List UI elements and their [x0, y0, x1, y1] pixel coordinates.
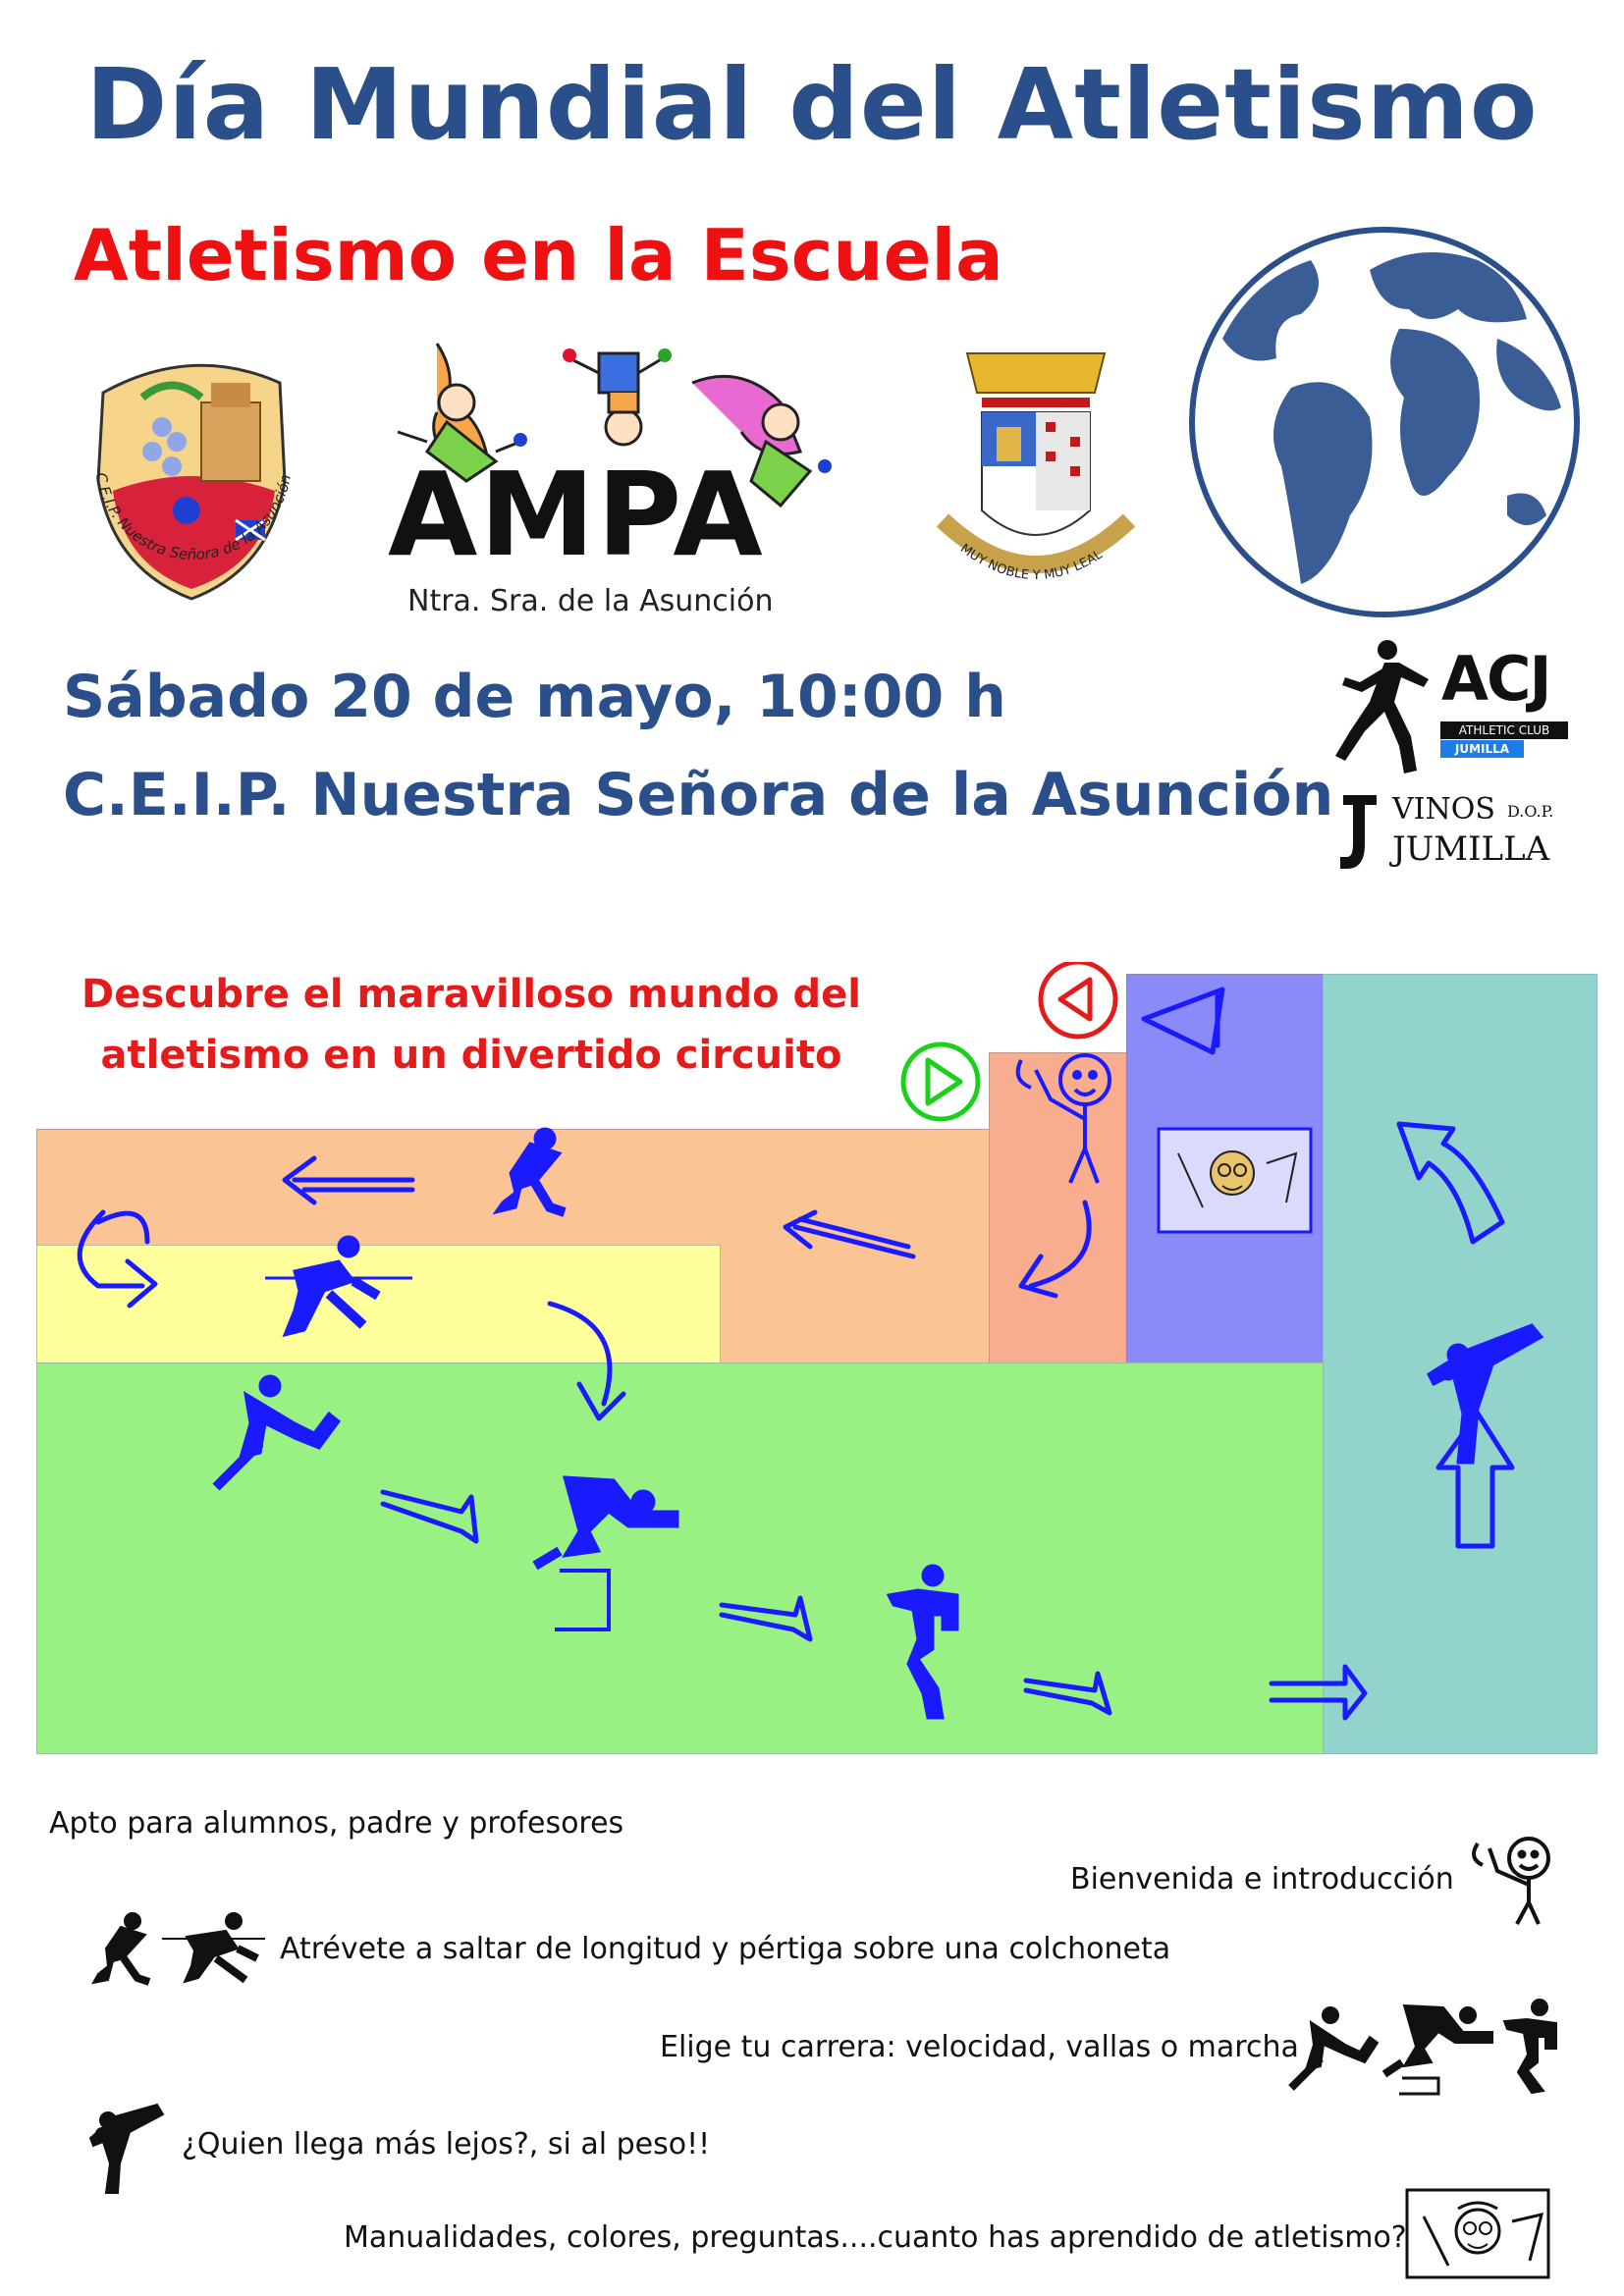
- arrow-icon: [1021, 1202, 1089, 1296]
- ampa-logo: [388, 334, 859, 628]
- vinos-title: VINOS: [1392, 792, 1495, 827]
- arrow-icon: [1399, 1124, 1502, 1242]
- teacher-icon: [1468, 1834, 1556, 1927]
- vinos-place: JUMILLA: [1392, 829, 1550, 869]
- sprint-icon: [216, 1376, 339, 1487]
- arrow-icon: [383, 1492, 476, 1541]
- shot-put-icon: [1429, 1325, 1542, 1463]
- teacher-icon: [1018, 1055, 1110, 1183]
- info-jumps: Atrévete a saltar de longitud y pértiga sobre una colchoneta: [280, 1932, 1171, 1966]
- jump-icons: [88, 1909, 265, 1988]
- ampa-title: AMPA: [388, 447, 765, 582]
- acj-line2: JUMILLA: [1440, 740, 1524, 758]
- hurdles-icon: [535, 1477, 677, 1629]
- arrow-icon: [1144, 989, 1222, 1052]
- ampa-subtitle: Ntra. Sra. de la Asunción: [407, 584, 774, 618]
- page-subtitle: Atletismo en la Escuela: [74, 214, 1003, 296]
- info-races: Elige tu carrera: velocidad, vallas o marcha: [660, 2030, 1299, 2064]
- arrow-icon: [1026, 1674, 1110, 1713]
- arrow-icon: [80, 1212, 155, 1306]
- info-crafts: Manualidades, colores, preguntas....cuanto has aprendido de atletismo?: [344, 2220, 1407, 2255]
- tagline-line2: atletismo en un divertido circuito: [100, 1033, 842, 1078]
- back-icon: [1041, 962, 1115, 1037]
- event-place: C.E.I.P. Nuestra Señora de la Asunción: [63, 761, 1334, 829]
- crafts-icon: [1404, 2187, 1551, 2280]
- long-jump-icon: [93, 1913, 149, 1983]
- race-walk-icon: [889, 1566, 957, 1718]
- hurdles-icon: [1384, 2005, 1492, 2094]
- school-seal-logo: [74, 353, 314, 618]
- town-shield-motto: MUY NOBLE Y MUY LEAL: [957, 541, 1106, 584]
- vinos-mark-icon: [1335, 790, 1384, 874]
- shot-put-icon: [88, 2103, 167, 2196]
- info-throw: ¿Quien llega más lejos?, si al peso!!: [182, 2127, 711, 2162]
- play-icon: [903, 1044, 978, 1119]
- long-jump-icon: [496, 1129, 565, 1212]
- arrow-icon: [722, 1598, 810, 1639]
- arrow-icon: [285, 1158, 412, 1202]
- acj-title: ACJ: [1441, 643, 1550, 715]
- arrow-icon: [550, 1304, 623, 1418]
- globe-icon: [1183, 221, 1586, 623]
- pole-vault-icon: [162, 1913, 265, 1982]
- info-audience: Apto para alumnos, padre y profesores: [49, 1806, 624, 1841]
- arrow-icon: [1272, 1667, 1365, 1718]
- race-icons: [1286, 1998, 1561, 2096]
- event-date: Sábado 20 de mayo, 10:00 h: [63, 663, 1006, 731]
- runner-icon: [1330, 638, 1438, 775]
- sprint-icon: [1291, 2007, 1378, 2088]
- school-seal-text: C.E.I.P. Nuestra Señora de la Asunción: [91, 471, 296, 564]
- page-title: Día Mundial del Atletismo: [85, 47, 1539, 162]
- vinos-logo: [1335, 790, 1591, 879]
- tagline-line1: Descubre el maravilloso mundo del: [81, 972, 861, 1017]
- town-shield-logo: [923, 344, 1149, 628]
- circuit-drawing: [0, 962, 1624, 1767]
- vinos-dop: D.O.P.: [1507, 802, 1554, 821]
- race-walk-icon: [1504, 2000, 1556, 2093]
- crafts-icon: [1159, 1129, 1311, 1232]
- arrow-icon: [785, 1212, 913, 1256]
- acj-line1: ATHLETIC CLUB: [1440, 721, 1568, 739]
- acj-logo: [1330, 638, 1586, 775]
- pole-vault-icon: [265, 1237, 412, 1335]
- info-welcome: Bienvenida e introducción: [1070, 1862, 1454, 1896]
